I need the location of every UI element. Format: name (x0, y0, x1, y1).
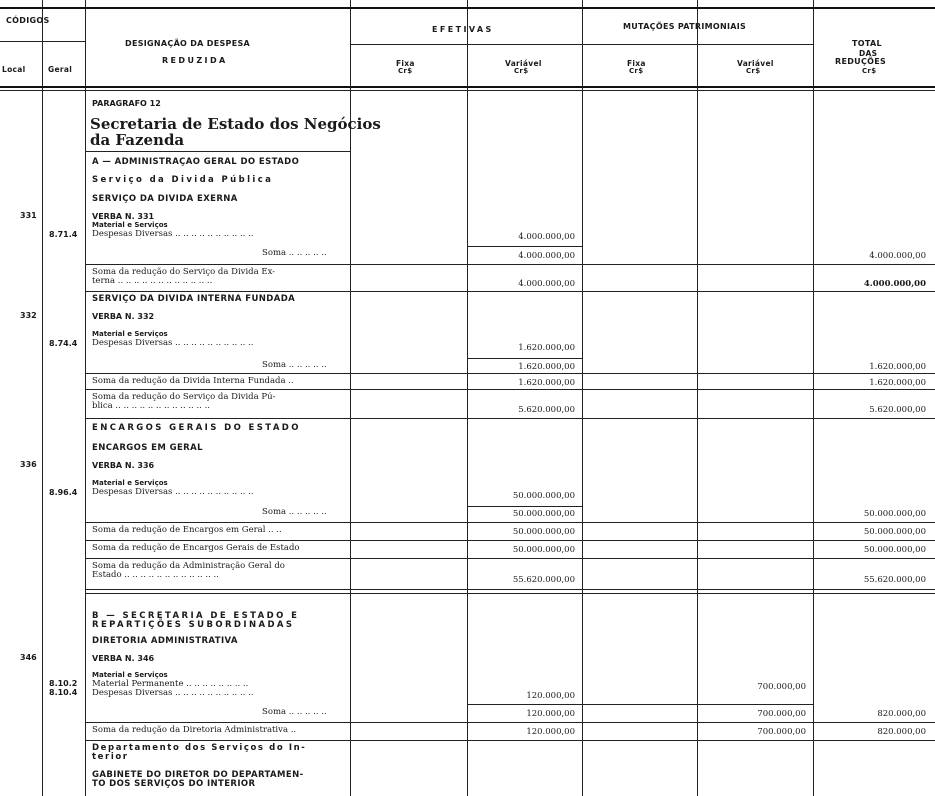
soma-reducao-gerais: Soma da redução de Encargos Gerais de Estado (92, 543, 300, 553)
reducao-encargos-variavel: 50.000.000,00 (512, 527, 575, 537)
local-code-336: 336 (20, 460, 37, 469)
value-mutacoes-variavel-346: 700.000,00 (757, 682, 806, 692)
row-rule (85, 291, 935, 292)
column-rule-efetivas-variavel (582, 0, 583, 796)
despesas-diversas-332: Despesas Diversas .. .. .. .. .. .. .. .. .. .. (92, 338, 254, 348)
row-rule (85, 522, 935, 523)
soma-mutacoes-variavel-346: 700.000,00 (757, 709, 806, 719)
header-mutacoes: MUTAÇÕES PATRIMONIAIS (623, 22, 747, 31)
verba-331: VERBA N. 331 (92, 212, 155, 221)
paragrafo-heading: PARAGRAFO 12 (92, 99, 161, 108)
header-mutacoes-fixa: Fixa (627, 59, 646, 68)
reducao-interna-variavel: 1.620.000,00 (518, 378, 575, 388)
soma-346: Soma .. .. .. .. .. (262, 707, 327, 717)
row-rule (467, 506, 582, 507)
secretaria-title-line2: da Fazenda (90, 131, 185, 149)
soma-total-332: 1.620.000,00 (869, 362, 926, 372)
geral-code-8964: 8.96.4 (49, 488, 78, 497)
row-rule (467, 704, 813, 705)
verba-346: VERBA N. 346 (92, 654, 155, 663)
header-codigos: CÓDIGOS (6, 16, 50, 25)
reducao-publica-total: 5.620.000,00 (869, 405, 926, 415)
reducao-diretoria-variavel: 120.000,00 (526, 727, 575, 737)
soma-total-346: 820.000,00 (877, 709, 926, 719)
value-variavel-336: 50.000.000,00 (512, 491, 575, 501)
row-rule (85, 558, 935, 559)
diretoria-heading: DIRETORIA ADMINISTRATIVA (92, 636, 238, 646)
value-variavel-332: 1.620.000,00 (518, 343, 575, 353)
material-permanente-346: Material Permanente .. .. .. .. .. .. .. .. (92, 679, 249, 689)
row-rule (85, 264, 935, 265)
departamento-heading-line2: terior (92, 752, 129, 762)
material-servicos-346: Material e Serviços (92, 671, 168, 679)
soma-336: Soma .. .. .. .. .. (262, 507, 327, 517)
header-mutacoes-variavel: Variável (737, 59, 774, 68)
despesas-diversas-346: Despesas Diversas .. .. .. .. .. .. .. .. .. .. (92, 688, 254, 698)
soma-variavel-331: 4.000.000,00 (518, 251, 575, 261)
geral-code-8714: 8.71.4 (49, 230, 78, 239)
reducao-externa-variavel: 4.000.000,00 (518, 279, 575, 289)
column-rule-mutacoes-variavel (813, 0, 814, 796)
encargos-gerais-heading: ENCARGOS GERAIS DO ESTADO (92, 423, 301, 433)
row-rule (85, 151, 350, 152)
soma-reducao-interna: Soma da redução da Divida Interna Fundada .. (92, 376, 294, 386)
header-codigos-rule (0, 41, 85, 42)
reducao-externa-total: 4.000.000,00 (863, 279, 926, 289)
row-rule (467, 358, 582, 359)
reducao-gerais-total: 50.000.000,00 (863, 545, 926, 555)
header-efetivas-fixa: Fixa (396, 59, 415, 68)
reducao-encargos-total: 50.000.000,00 (863, 527, 926, 537)
header-reduzida: REDUZIDA (162, 56, 228, 65)
header-designacao: DESIGNAÇÃO DA DESPESA (125, 39, 251, 48)
geral-code-8104: 8.10.4 (49, 688, 78, 697)
despesas-diversas-336: Despesas Diversas .. .. .. .. .. .. .. .. .. .. (92, 487, 254, 497)
row-rule (85, 589, 935, 590)
row-rule-double (85, 593, 935, 594)
row-rule (85, 418, 935, 419)
header-top-rule (0, 7, 935, 9)
column-rule-mutacoes-fixa (697, 0, 698, 796)
reducao-diretoria-mutacoes-variavel: 700.000,00 (757, 727, 806, 737)
local-code-332: 332 (20, 311, 37, 320)
soma-reducao-encargos: Soma da redução de Encargos em Geral .. .. (92, 525, 282, 535)
row-rule (85, 740, 935, 741)
header-das: DAS (859, 49, 878, 58)
header-reducoes: REDUÇÕES (835, 57, 887, 66)
reducao-gerais-variavel: 50.000.000,00 (512, 545, 575, 555)
local-code-331: 331 (20, 211, 37, 220)
soma-total-336: 50.000.000,00 (863, 509, 926, 519)
local-code-346: 346 (20, 653, 37, 662)
servico-externa-heading: SERVIÇO DA DIVIDA EXERNA (92, 194, 238, 204)
departamento-heading-line1: Departamento dos Serviços do In- (92, 743, 307, 753)
header-efetivas-variavel: Variável (505, 59, 542, 68)
material-servicos-331: Material e Serviços (92, 221, 168, 229)
secretaria-title-line1: Secretaria de Estado dos Negócios (90, 115, 381, 133)
soma-331: Soma .. .. .. .. .. (262, 248, 327, 258)
row-rule (85, 722, 935, 723)
header-bottom-rule-2 (0, 90, 935, 91)
header-total-currency: Cr$ (862, 67, 877, 75)
reducao-diretoria-total: 820.000,00 (877, 727, 926, 737)
row-rule (467, 246, 582, 247)
soma-reducao-diretoria: Soma da redução da Diretoria Administrativa .. (92, 725, 297, 735)
verba-332: VERBA N. 332 (92, 312, 155, 321)
despesas-diversas-331: Despesas Diversas .. .. .. .. .. .. .. .. .. .. (92, 229, 254, 239)
row-rule (85, 540, 935, 541)
reducao-admin-variavel: 55.620.000,00 (512, 575, 575, 585)
geral-code-8102: 8.10.2 (49, 679, 78, 688)
column-rule-efetivas-fixa (467, 0, 468, 796)
servico-divida-heading: Serviço da Divida Pública (92, 175, 274, 185)
admin-geral-heading: A — ADMINISTRAÇAO GERAL DO ESTADO (92, 157, 300, 167)
gabinete-heading-line2: TO DOS SERVIÇOS DO INTERIOR (92, 779, 256, 789)
header-efetivas-variavel-currency: Cr$ (514, 67, 529, 75)
encargos-em-geral-heading: ENCARGOS EM GERAL (92, 443, 203, 453)
soma-variavel-332: 1.620.000,00 (518, 362, 575, 372)
column-rule-geral (85, 0, 86, 796)
column-rule-local (42, 0, 43, 796)
soma-reducao-externa-line2: terna .. .. .. .. .. .. .. .. .. .. .. .. (92, 276, 213, 286)
reducao-interna-total: 1.620.000,00 (869, 378, 926, 388)
header-total: TOTAL (852, 39, 882, 48)
soma-reducao-publica-line1: Soma da redução do Serviço da Divida Pú- (92, 392, 276, 402)
soma-reducao-admin-line1: Soma da redução da Administração Geral do (92, 561, 285, 571)
secretaria-b-heading-line2: REPARTIÇÕES SUBORDINADAS (92, 620, 295, 630)
secretaria-b-heading-line1: B — SECRETARIA DE ESTADO E (92, 611, 300, 621)
soma-reducao-admin-line2: Estado .. .. .. .. .. .. .. .. .. .. .. .. (92, 570, 219, 580)
value-variavel-331: 4.000.000,00 (518, 232, 575, 242)
header-efetivas-fixa-currency: Cr$ (398, 67, 413, 75)
soma-variavel-346: 120.000,00 (526, 709, 575, 719)
header-bottom-rule (0, 86, 935, 88)
value-variavel-346: 120.000,00 (526, 691, 575, 701)
header-group-rule (350, 44, 813, 45)
soma-reducao-externa-line1: Soma da redução do Serviço da Divida Ex- (92, 267, 276, 277)
soma-332: Soma .. .. .. .. .. (262, 360, 327, 370)
header-efetivas: EFETIVAS (432, 25, 494, 34)
material-servicos-332: Material e Serviços (92, 330, 168, 338)
reducao-publica-variavel: 5.620.000,00 (518, 405, 575, 415)
header-mutacoes-fixa-currency: Cr$ (629, 67, 644, 75)
verba-336: VERBA N. 336 (92, 461, 155, 470)
row-rule (85, 373, 935, 374)
reducao-admin-total: 55.620.000,00 (863, 575, 926, 585)
gabinete-heading-line1: GABINETE DO DIRETOR DO DEPARTAMEN- (92, 770, 304, 780)
header-geral: Geral (48, 65, 73, 74)
soma-total-331: 4.000.000,00 (869, 251, 926, 261)
soma-reducao-publica-line2: blica .. .. .. .. .. .. .. .. .. .. .. .. (92, 401, 210, 411)
material-servicos-336: Material e Serviços (92, 479, 168, 487)
soma-variavel-336: 50.000.000,00 (512, 509, 575, 519)
header-local: Local (2, 65, 26, 74)
servico-interna-heading: SERVIÇO DA DIVIDA INTERNA FUNDADA (92, 294, 296, 304)
header-mutacoes-variavel-currency: Cr$ (746, 67, 761, 75)
geral-code-8744: 8.74.4 (49, 339, 78, 348)
row-rule (85, 389, 935, 390)
